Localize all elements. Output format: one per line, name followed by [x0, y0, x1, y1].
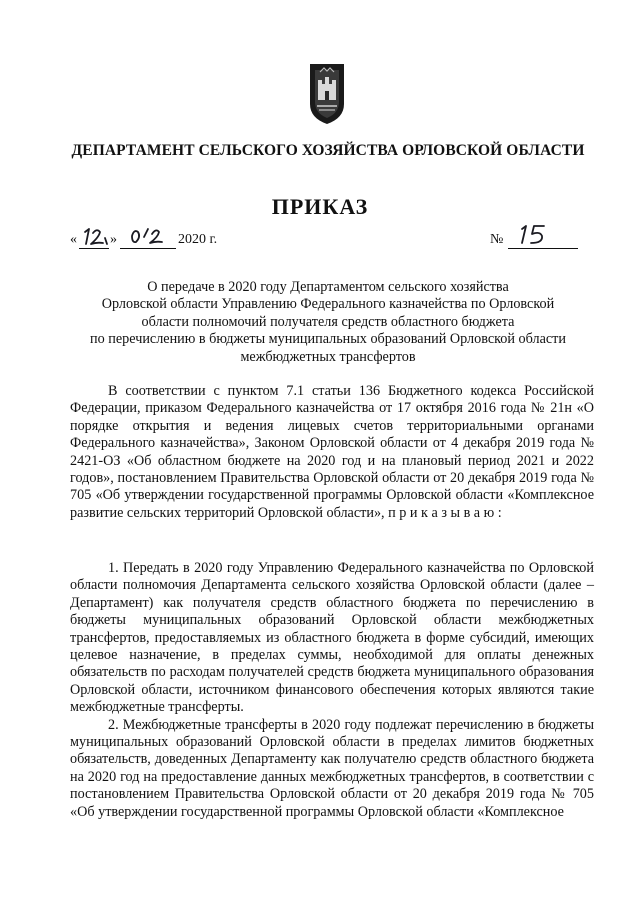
document-type-title: ПРИКАЗ: [271, 194, 369, 219]
handwritten-day: [81, 226, 111, 248]
order-subject: [60, 279, 596, 366]
order-item-1: 1. Передать в 2020 году Управлению Федерального казначейства по Орловской области полномочия Департамента сельского хозяйства Орловской области (далее – Департамент) как получателя средств областного бюджета по перечислению в бюджеты муниципальных образований Орловской области межбюджетных трансфертов, предоставляемых из областного бюджета в форме субсидий, имеющих целевое назначение, в пределах суммы, необходимой для оплаты денежных обязательств по расходам получателей средств бюджета муниципального образования Орловской области, источником финансового обеспечения которых являются такие межбюджетные трансферты.: [70, 560, 594, 716]
order-item-2: 2. Межбюджетные трансферты в 2020 году подлежат перечислению в бюджеты муниципальных образований Орловской области в пределах лимитов бюджетных обязательств, доведенных Департаменту как получателю средств областного бюджета на 2020 год на предоставление данных межбюджетных трансфертов, в соответствии с постановлением Правительства Орловской области от 20 декабря 2019 года № 705 «Об утверждении государственной программы Орловской области «Комплексное: [70, 716, 594, 820]
open-quote: «: [70, 232, 77, 247]
subject-line: по перечислению в бюджеты муниципальных образований Орловской области: [90, 331, 566, 348]
subject-line: О передаче в 2020 году Департаментом сельского хозяйства: [147, 279, 509, 295]
subject-line: межбюджетных трансфертов: [240, 348, 416, 365]
date-year: 2020 г.: [178, 232, 218, 247]
order-items: [70, 560, 594, 821]
handwritten-month: [128, 226, 168, 248]
department-name: ДЕПАРТАМЕНТ СЕЛЬСКОГО ХОЗЯЙСТВА ОРЛОВСКОЙ ОБЛАСТИ: [71, 142, 585, 159]
close-quote: »: [110, 232, 117, 247]
date-number-line: [70, 226, 590, 252]
subject-line: области полномочий получателя средств областного бюджета: [141, 313, 515, 330]
handwritten-number: [516, 222, 556, 248]
preamble-paragraph: [70, 383, 594, 522]
number-label: №: [490, 232, 504, 247]
coat-of-arms-icon: [306, 62, 348, 126]
subject-line: Орловской области Управлению Федерального казначейства по Орловской: [101, 296, 555, 313]
preamble-text: В соответствии с пунктом 7.1 статьи 136 Бюджетного кодекса Российской Федерации, приказом Федерального казначейства от 17 октября 2016 года № 21н «О порядке открытия и ведения лицевых счетов территориальными органами Федерального казначейства», Законом Орловской области от 4 декабря 2019 года № 2421-ОЗ «Об областном бюджете на 2020 год и на плановый период 2021 и 2022 годов», постановлением Правительства Орловской области от 20 декабря 2019 года № 705 «Об утверждении государственной программы Орловской области «Комплексное развитие сельских территорий Орловской области», п р и к а з ы в а ю :: [70, 383, 594, 521]
